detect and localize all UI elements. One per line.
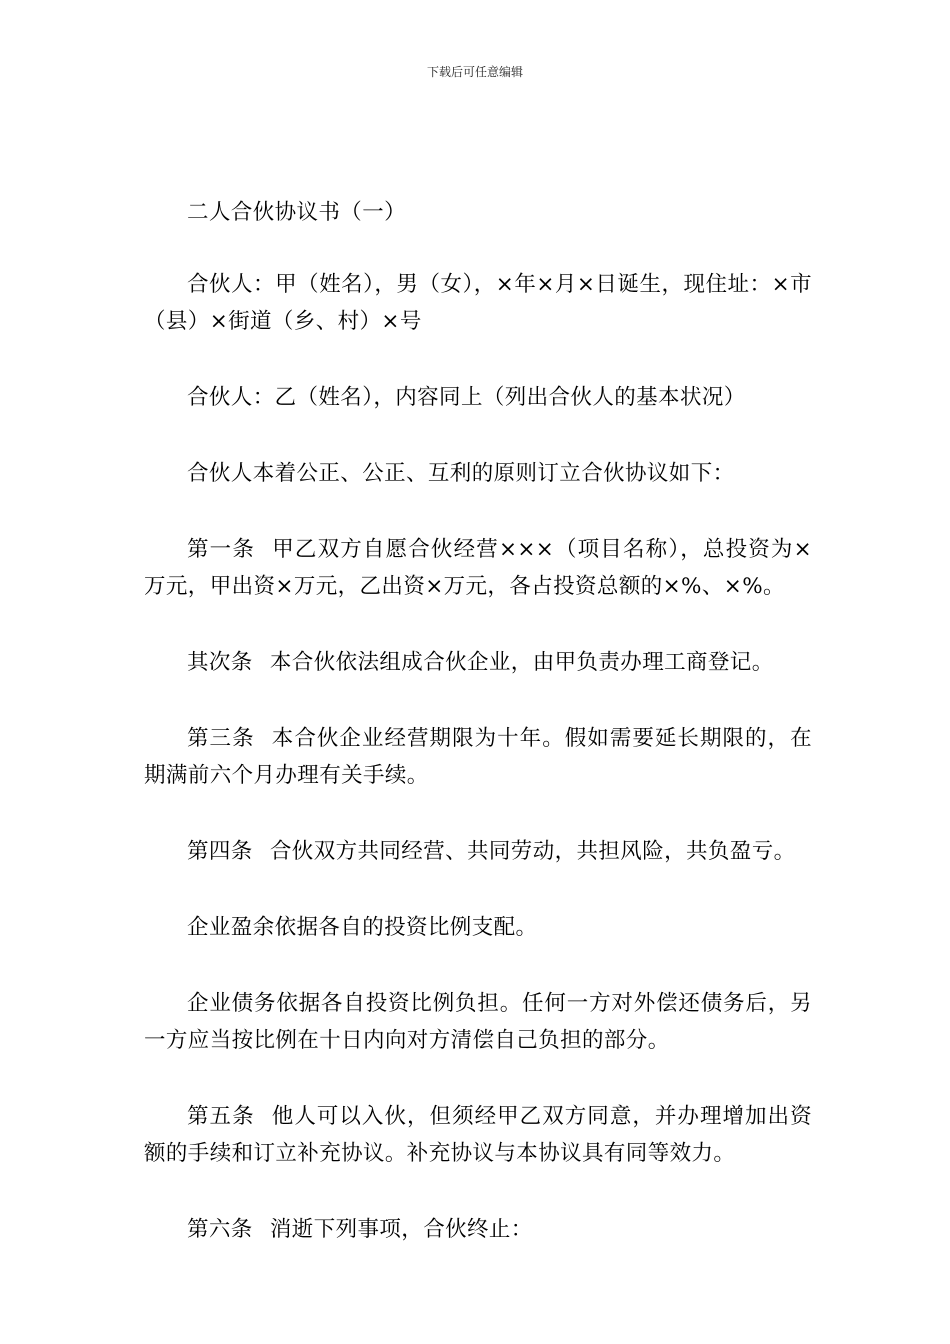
- paragraph-text: 企业债务依据各自投资比例负担。任何一方对外偿还债务后，另一方应当按比例在十日内向对方清偿自己负担的部分。: [144, 991, 812, 1053]
- article-label: 其次条: [187, 650, 253, 675]
- document-body: [144, 194, 812, 1287]
- article-label: 第一条: [187, 537, 256, 562]
- paragraph-preamble: [144, 455, 812, 492]
- article-2: [144, 644, 812, 681]
- paragraph-debt: [144, 985, 812, 1059]
- paragraph-text: 合伙人：乙（姓名），内容同上（列出合伙人的基本状况）: [187, 385, 746, 410]
- article-3: [144, 720, 812, 794]
- paragraph-text: 消逝下列事项，合伙终止：: [269, 1217, 533, 1242]
- article-5: [144, 1098, 812, 1172]
- paragraph-text: 他人可以入伙，但须经甲乙双方同意，并办理增加出资额的手续和订立补充协议。补充协议与本协议具有同等效力。: [144, 1104, 812, 1166]
- article-1: [144, 531, 812, 605]
- header-note: 下载后可任意编辑: [426, 65, 523, 79]
- paragraph-text: 本合伙企业经营期限为十年。假如需要延长期限的，在期满前六个月办理有关手续。: [144, 726, 812, 788]
- paragraph-text: 合伙双方共同经营、共同劳动，共担风险，共负盈亏。: [269, 839, 796, 864]
- article-6: [144, 1211, 812, 1248]
- paragraph-partner-a: [144, 266, 812, 340]
- paragraph-text: 本合伙依法组成合伙企业，由甲负责办理工商登记。: [269, 650, 774, 675]
- article-label: 第三条: [187, 726, 255, 751]
- paragraph-text: 甲乙双方自愿合伙经营×××（项目名称），总投资为×万元，甲出资×万元，乙出资×万元，各占投资总额的×%、×%。: [144, 537, 813, 599]
- paragraph-text: 合伙人本着公正、公正、互利的原则订立合伙协议如下：: [187, 461, 735, 486]
- article-4: [144, 833, 812, 870]
- paragraph-partner-b: [144, 379, 812, 416]
- article-label: 第五条: [187, 1104, 255, 1129]
- article-label: 第四条: [187, 839, 253, 864]
- paragraph-profit: [144, 909, 812, 946]
- paragraph-text: 企业盈余依据各自的投资比例支配。: [187, 915, 538, 940]
- paragraph-text: 合伙人：甲（姓名），男（女），×年×月×日诞生，现住址：×市（县）×街道（乡、村）×号: [144, 272, 812, 334]
- article-label: 第六条: [187, 1217, 253, 1242]
- document-title: 二人合伙协议书（一）: [187, 200, 407, 225]
